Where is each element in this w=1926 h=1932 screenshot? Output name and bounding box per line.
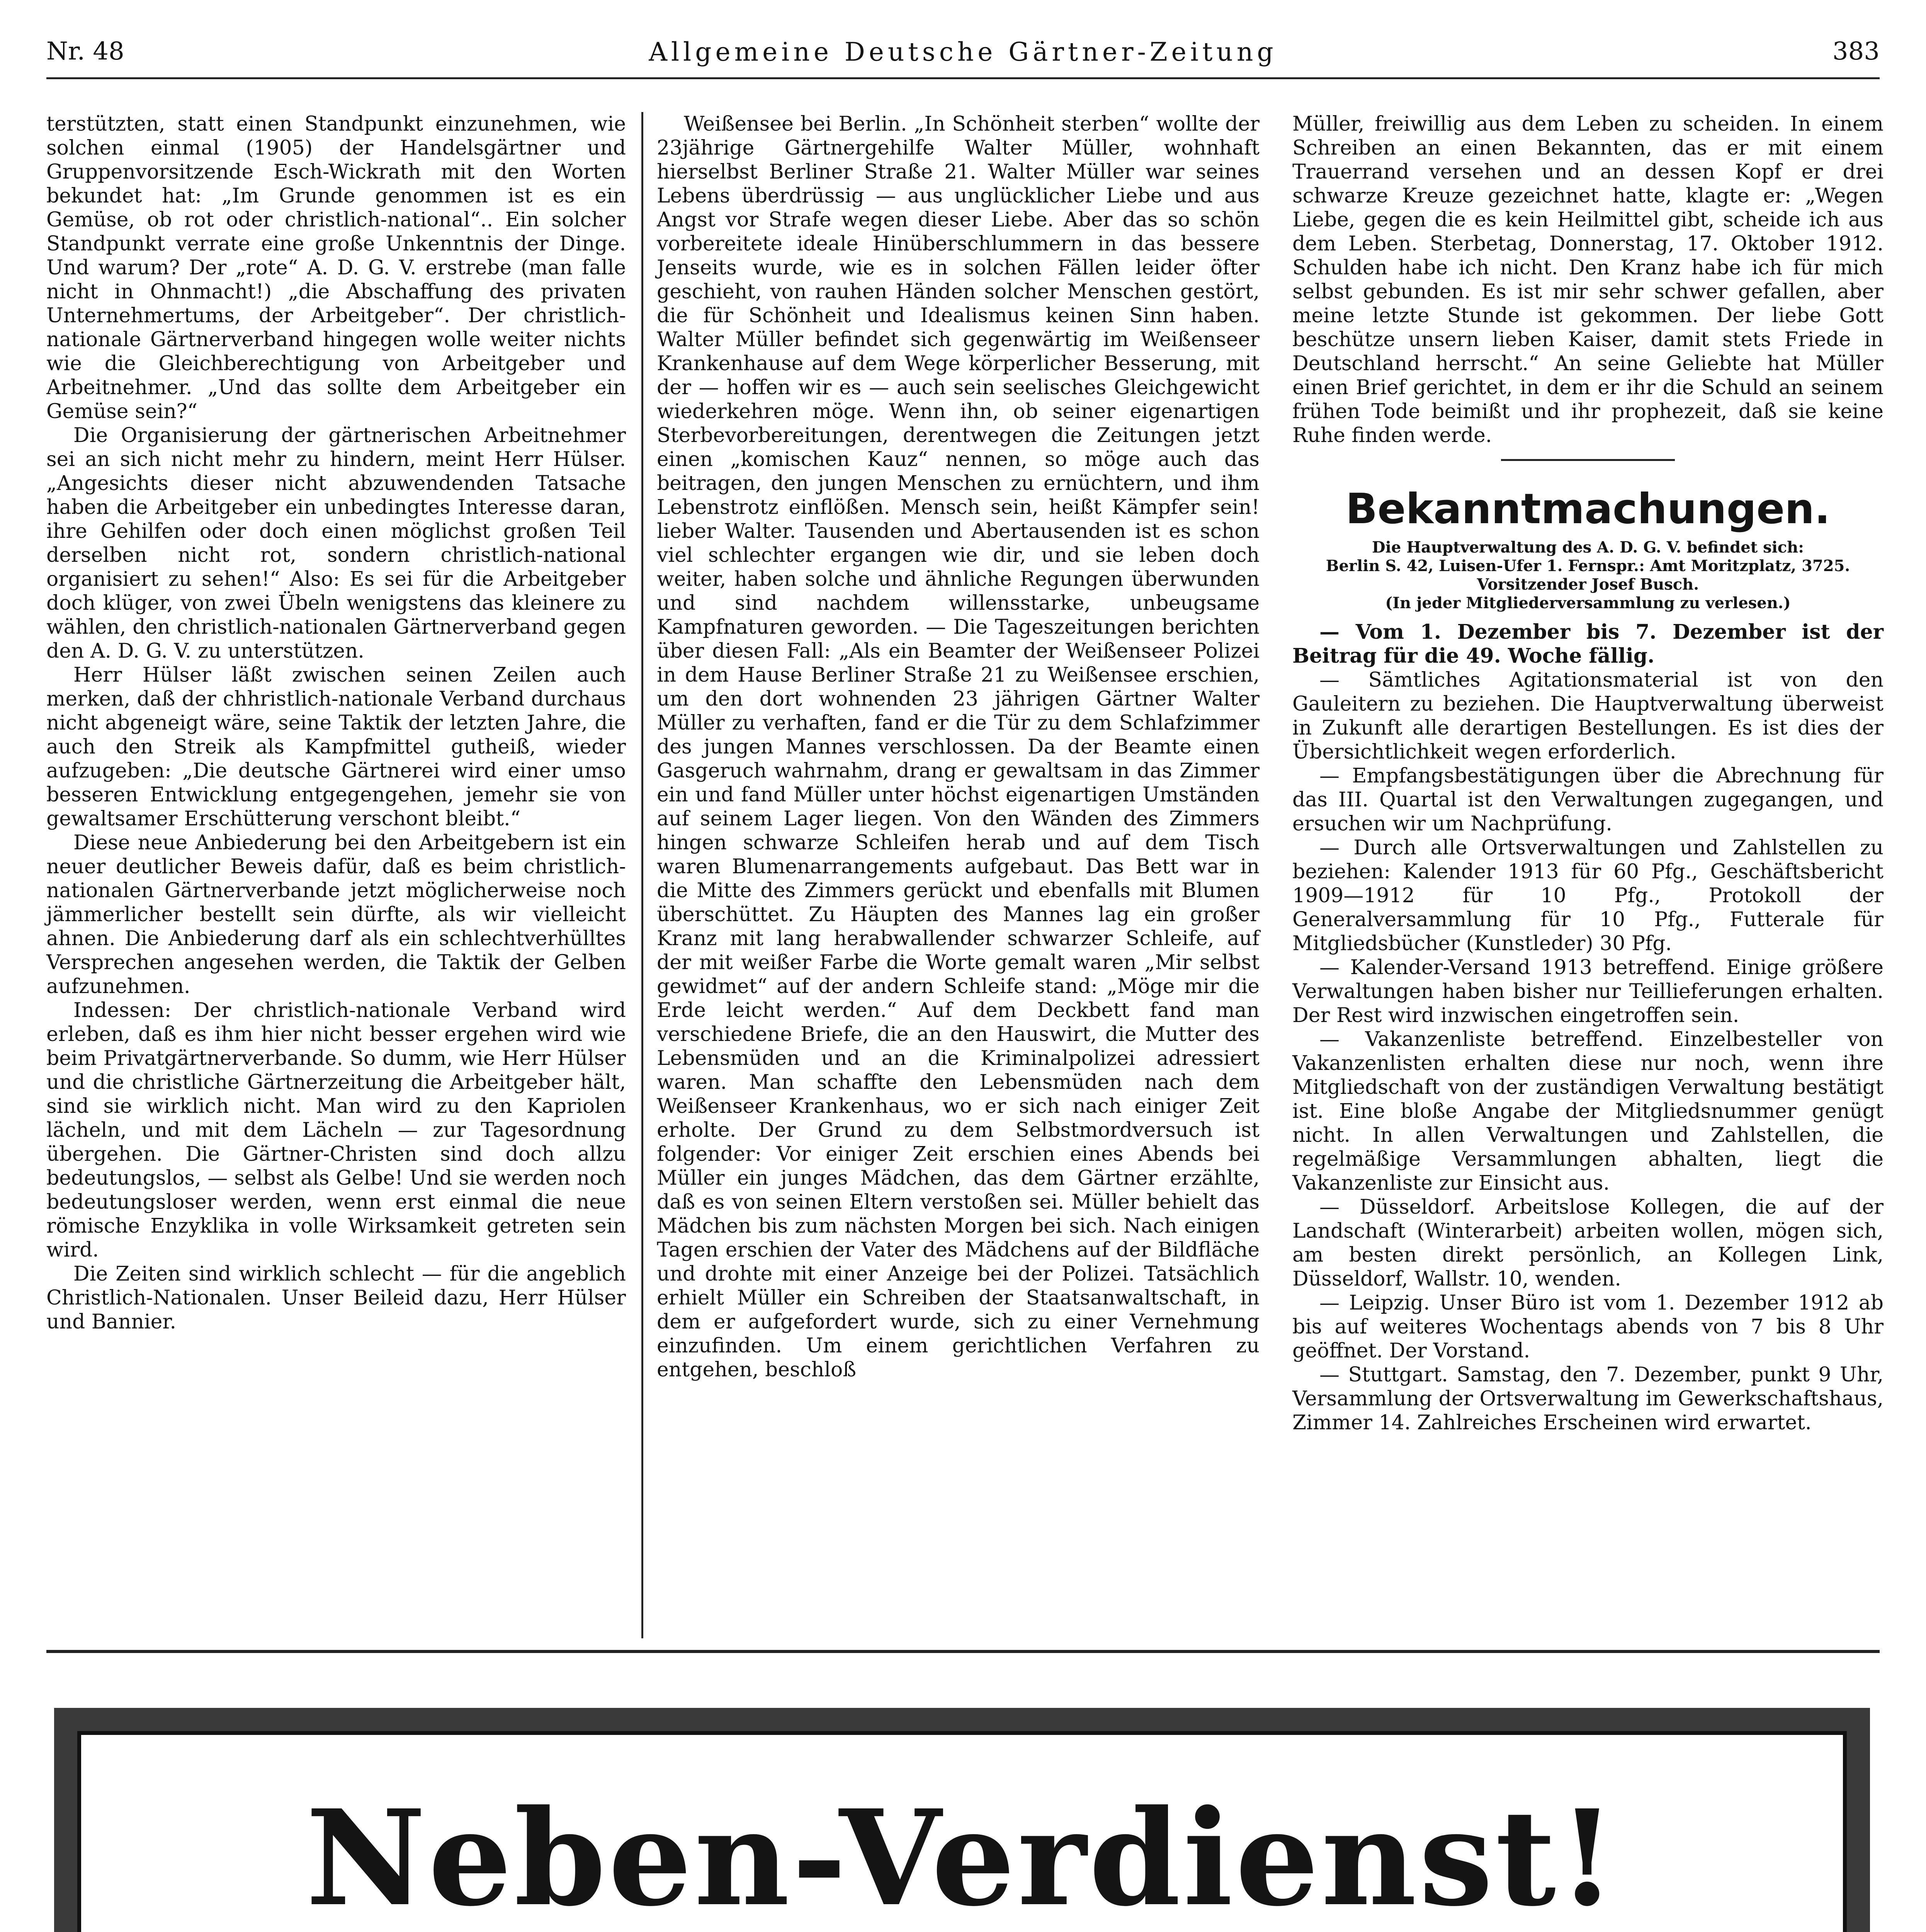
paragraph: Die Zeiten sind wirklich schlecht — für die angeblich Christlich-Nationalen. Unser Beileid dazu, Herr Hülser und Bannier. — [46, 1262, 626, 1333]
paragraph: Indessen: Der christlich-nationale Verband wird erleben, daß es ihm hier nicht besser ergehen wird wie beim Privatgärtnerverbande. So dumm, wie Herr Hülser und die christliche Gärtnerzeitung die Arbeitgeber hält, sind sie wirklich nicht. Man wird zu den Kapriolen lächeln, und mit dem Lächeln — zur Tagesordnung übergehen. Die Gärtner-Christen sind doch allzu bedeutungslos, — selbst als Gelbe! Und sie werden noch bedeutungsloser werden, wenn erst einmal die neue römische Enzyklika in volle Wirksamkeit getreten sein wird. — [46, 999, 626, 1262]
column-divider — [641, 112, 643, 1638]
announcement-item: — Düsseldorf. Arbeitslose Kollegen, die auf der Landschaft (Winterarbeit) arbeiten wollen, mögen sich, am besten direkt persönlich, an Kollegen Link, Düsseldorf, Wallstr. 10, wenden. — [1292, 1196, 1884, 1291]
column-2 — [657, 112, 1260, 1382]
paragraph: Müller, freiwillig aus dem Leben zu scheiden. In einem Schreiben an einen Bekannten, das er mit einem Trauerrand versehen und an dessen Kopf er drei schwarze Kreuze gezeichnet hatte, klagte er: „Wegen Liebe, gegen die es kein Heilmittel gibt, scheide ich aus dem Leben. Sterbetag, Donnerstag, 17. Oktober 1912. Schulden habe ich nicht. Den Kranz habe ich für mich selbst gebunden. Es ist mir sehr schwer gefallen, aber meine letzte Stunde ist gekommen. Der liebe Gott beschütze unsern lieben Kaiser, damit stets Friede in Deutschland herrscht.“ An seine Geliebte hat Müller einen Brief gerichtet, in dem er ihr die Schuld an seinem frühen Tode beimißt und ihr prophezeit, daß sie keine Ruhe finden werde. — [1292, 112, 1884, 447]
paragraph: Herr Hülser läßt zwischen seinen Zeilen auch merken, daß der chhristlich-nationale Verband durchaus nicht abgeneigt wäre, seine Taktik der letzten Jahre, die auch den Streik als Kampfmittel gutheiß, wieder aufzugeben: „Die deutsche Gärtnerei wird einer umso besseren Entwicklung entgegengehen, jemehr sie von gewaltsamer Erschütterung verschont bleibt.“ — [46, 663, 626, 830]
announcement-item: — Sämtliches Agitationsmaterial ist von den Gauleitern zu beziehen. Die Hauptverwaltung überweist in Zukunft alle derartigen Bestellungen. Es ist dies der Übersichtlichkeit wegen erforderlich. — [1292, 668, 1884, 764]
paragraph: Diese neue Anbiederung bei den Arbeitgebern ist ein neuer deutlicher Beweis dafür, daß es beim christlich-nationalen Gärtnerverbande jetzt möglicherweise noch jämmerlicher bestellt sein dürfte, als wir vielleicht ahnen. Die Anbiederung darf als ein schlechtverhülltes Versprechen angesehen werden, die Taktik der Gelben aufzunehmen. — [46, 831, 626, 998]
ad-headline: Neben-Verdienst! — [306, 1781, 1618, 1932]
newspaper-title: Allgemeine Deutsche Gärtner-Zeitung — [649, 37, 1277, 67]
announcement-item: — Kalender-Versand 1913 betreffend. Einige größere Verwaltungen haben bisher nur Teillieferungen erhalten. Der Rest wird inzwischen eingetroffen sein. — [1292, 956, 1884, 1027]
advertisement-box — [54, 1708, 1870, 1932]
announcement-item: — Leipzig. Unser Büro ist vom 1. Dezember 1912 ab bis auf weiteres Wochentags abends von 7 bis 8 Uhr geöffnet. Der Vorstand. — [1292, 1291, 1884, 1362]
paragraph: Die Organisierung der gärtnerischen Arbeitnehmer sei an sich nicht mehr zu hindern, meint Herr Hülser. „Angesichts dieser nicht abzuwendenden Tatsache haben die Arbeitgeber ein unbedingtes Interesse daran, ihre Gehilfen oder doch einen möglichst großen Teil derselben nicht rot, sondern christlich-national organisiert zu sehen!“ Also: Es sei für die Arbeitgeber doch klüger, von zwei Übeln wenigstens das kleinere zu wählen, den christlich-nationalen Gärtnerverband gegen den A. D. G. V. zu unterstützen. — [46, 424, 626, 663]
column-1 — [46, 112, 626, 1334]
announcements-chair: Vorsitzender Josef Busch. — [1477, 575, 1699, 594]
announcement-item: — Vom 1. Dezember bis 7. Dezember ist der Beitrag für die 49. Woche fällig. — [1292, 620, 1884, 668]
announcement-item: — Stuttgart. Samstag, den 7. Dezember, punkt 9 Uhr, Versammlung der Ortsverwaltung im Gewerkschaftshaus, Zimmer 14. Zahlreiches Erscheinen wird erwartet. — [1292, 1363, 1884, 1434]
advertisement-inner — [77, 1731, 1847, 1932]
announcements-address: Berlin S. 42, Luisen-Ufer 1. Fernspr.: Amt Moritzplatz, 3725. — [1326, 557, 1850, 575]
divider — [1501, 459, 1675, 461]
announcement-item: — Vakanzenliste betreffend. Einzelbesteller von Vakanzenlisten erhalten diese nur noch, wenn ihre Mitgliedschaft von der zuständigen Verwaltung bestätigt ist. Eine bloße Angabe der Mitgliedsnummer genügt nicht. In allen Verwaltungen und Zahlstellen, die regelmäßige Versammlungen abhalten, liegt die Vakanzenliste zur Einsicht aus. — [1292, 1028, 1884, 1195]
announcement-item: — Durch alle Ortsverwaltungen und Zahlstellen zu beziehen: Kalender 1913 für 60 Pfg., Geschäftsbericht 1909—1912 für 10 Pfg., Protokoll der Generalversammlung für 10 Pfg., Futterale für Mitgliedsbücher (Kunstleder) 30 Pfg. — [1292, 836, 1884, 955]
page-number: 383 — [1832, 37, 1880, 66]
paragraph: terstützten, statt einen Standpunkt einzunehmen, wie solchen einmal (1905) der Handelsgärtner und Gruppenvorsitzende Esch-Wickrath mit den Worten bekundet hat: „Im Grunde genommen ist es ein Gemüse, ob rot oder christlich-national“.. Ein solcher Standpunkt verrate eine große Unkenntnis der Dinge. Und warum? Der „rote“ A. D. G. V. erstrebe (man falle nicht in Ohnmacht!) „die Abschaffung des privaten Unternehmertums, der Arbeitgeber“. Der christlich-nationale Gärtnerverband hingegen wolle weiter nichts wie die Gleichberechtigung von Arbeitgeber und Arbeitnehmer. „Und das sollte dem Arbeitgeber ein Gemüse sein?“ — [46, 112, 626, 423]
column-3 — [1292, 112, 1884, 1435]
announcement-item: — Empfangsbestätigungen über die Abrechnung für das III. Quartal ist den Verwaltungen zugegangen, und ersuchen wir um Nachprüfung. — [1292, 764, 1884, 835]
announcements-heading: Bekanntmachungen. — [1345, 485, 1831, 533]
article-weissensee: Weißensee bei Berlin. „In Schönheit sterben“ wollte der 23jährige Gärtnergehilfe Walter Müller, wohnhaft hierselbst Berliner Straße 21. Walter Müller war seines Lebens überdrüssig — aus unglücklicher Liebe und aus Angst vor Strafe wegen dieser Liebe. Aber das so schön vorbereitete ideale Hinüberschlummern in das bessere Jenseits wurde, wie es in solchen Fällen leider öfter geschieht, von rauhen Händen solcher Menschen gestört, die für Schönheit und Idealismus keinen Sinn haben. Walter Müller befindet sich gegenwärtig im Weißenseer Krankenhause auf dem Wege körperlicher Besserung, mit der — hoffen wir es — auch sein seelisches Gleichgewicht wiederkehren möge. Wenn ihn, ob seiner eigenartigen Sterbevorbereitungen, derentwegen die Zeitungen jetzt einen „komischen Kauz“ nennen, so möge auch das beitragen, den jungen Menschen zu ernüchtern, und ihm Lebenstrotz einflößen. Mensch sein, heißt Kämpfer sein! lieber Walter. Tausenden und Abertausenden ist es schon viel schlechter ergangen wie dir, und sie leben doch weiter, haben solche und ähnliche Regungen überwunden und sind nachdem willensstarke, unbeugsame Kampfnaturen geworden. — Die Tageszeitungen berichten über diesen Fall: „Als ein Beamter der Weißenseer Polizei in dem Hause Berliner Straße 21 zu Weißensee erschien, um den dort wohnenden 23 jährigen Gärtner Walter Müller zu verhaften, fand er die Tür zu dem Schlafzimmer des jungen Mannes verschlossen. Da der Beamte einen Gasgeruch wahrnahm, drang er gewaltsam in das Zimmer ein und fand Müller unter höchst eigenartigen Umständen auf seinem Lager liegen. Von den Wänden des Zimmers hingen schwarze Schleifen herab und auf dem Tisch waren Blumenarrangements aufgebaut. Das Bett war in die Mitte des Zimmers gerückt und ebenfalls mit Blumen überschüttet. Zu Häupten des Mannes lag ein großer Kranz mit lang herabwallender schwarzer Schleife, auf der mit weißer Farbe die Worte gemalt waren „Mir selbst gewidmet“ auf der andern Schleife stand: „Möge mir die Erde leicht werden.“ Auf dem Deckbett fand man verschiedene Briefe, die an den Hauswirt, die Mutter des Lebensmüden und an die Kriminalpolizei adressiert waren. Man schaffte den Lebensmüden nach dem Weißenseer Krankenhaus, wo er sich nach einiger Zeit erholte. Der Grund zu dem Selbstmordversuch ist folgender: Vor einiger Zeit erschien eines Abends bei Müller ein junges Mädchen, das dem Gärtner erzählte, daß es von seinen Eltern verstoßen sei. Müller behielt das Mädchen bis zum nächsten Morgen bei sich. Nach einigen Tagen erschien der Vater des Mädchens auf der Bildfläche und drohte mit einer Anzeige bei der Polizei. Tatsächlich erhielt Müller ein Schreiben der Staatsanwaltschaft, in dem er aufgefordert wurde, sich zu einer Vernehmung einzufinden. Um einem gerichtlichen Verfahren zu entgehen, beschloß — [657, 112, 1260, 1381]
section-divider — [46, 1650, 1880, 1653]
announcements-sub: Die Hauptverwaltung des A. D. G. V. befindet sich: — [1372, 538, 1804, 556]
announcements-note: (In jeder Mitgliederversammlung zu verlesen.) — [1385, 594, 1791, 612]
issue-number: Nr. 48 — [46, 37, 124, 66]
page-header — [46, 35, 1880, 79]
